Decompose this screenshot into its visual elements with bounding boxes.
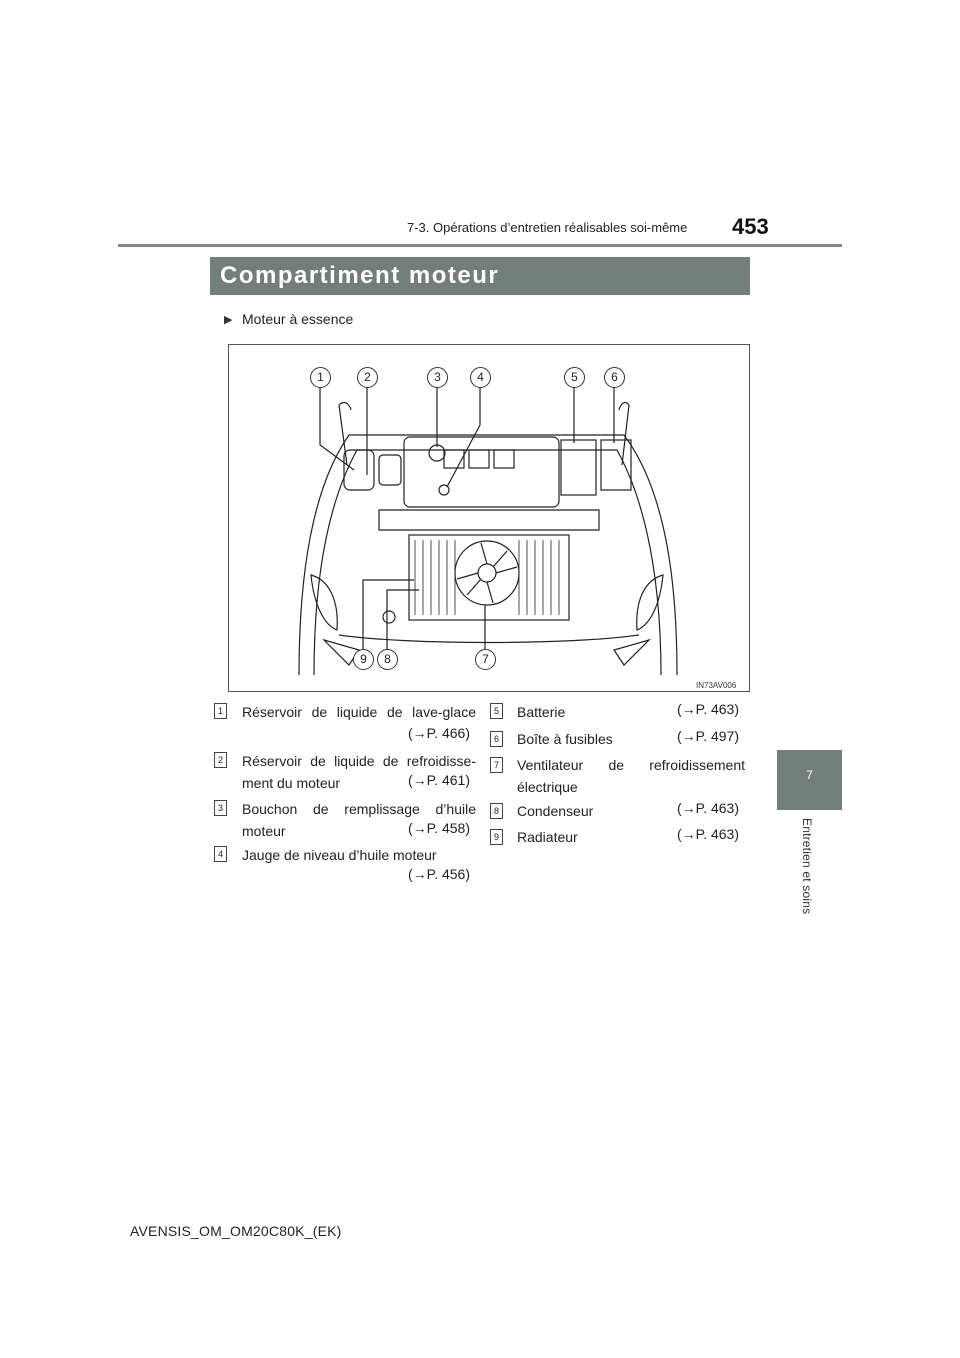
- callout-9: 9: [353, 649, 374, 670]
- legend-badge-3: 3: [214, 800, 227, 816]
- chapter-label: Entretien et soins: [800, 818, 814, 915]
- page-title: Compartiment moteur: [220, 262, 500, 289]
- callout-3: 3: [427, 367, 448, 388]
- legend-item-8: Condenseur: [517, 803, 594, 819]
- legend-item-5: Batterie: [517, 704, 566, 720]
- legend-ref-4: (→P. 456): [408, 866, 470, 882]
- legend-item-3-cont: moteur: [242, 823, 286, 839]
- legend-badge-7: 7: [490, 757, 503, 773]
- legend-item-7: Ventilateur de refroidissement: [517, 757, 745, 773]
- legend-item-6: Boîte à fusibles: [517, 731, 613, 747]
- legend-ref-3: (→P. 458): [408, 820, 470, 836]
- legend-item-2: Réservoir de liquide de refroidisse-: [242, 753, 476, 769]
- triangle-bullet-icon: ▶: [224, 314, 233, 326]
- engine-drawing: [229, 345, 749, 691]
- callout-4: 4: [470, 367, 491, 388]
- legend-badge-1: 1: [214, 703, 227, 719]
- legend-ref-5: (→P. 463): [677, 701, 739, 717]
- legend-badge-2: 2: [214, 752, 227, 768]
- document-code: AVENSIS_OM_OM20C80K_(EK): [130, 1223, 342, 1239]
- engine-illustration: [228, 344, 750, 692]
- legend-item-1: Réservoir de liquide de lave-glace: [242, 704, 476, 720]
- callout-8: 8: [377, 649, 398, 670]
- legend-item-7-cont: électrique: [517, 779, 578, 795]
- legend-item-4: Jauge de niveau d’huile moteur: [242, 847, 437, 863]
- callout-1: 1: [310, 367, 331, 388]
- legend-ref-6: (→P. 497): [677, 728, 739, 744]
- page-number: 453: [732, 214, 769, 239]
- legend-ref-8: (→P. 463): [677, 800, 739, 816]
- header-rule: [118, 244, 842, 247]
- legend-badge-6: 6: [490, 731, 503, 747]
- callout-5: 5: [564, 367, 585, 388]
- legend-badge-5: 5: [490, 703, 503, 719]
- legend-badge-8: 8: [490, 803, 503, 819]
- legend-ref-9: (→P. 463): [677, 826, 739, 842]
- legend-badge-4: 4: [214, 846, 227, 862]
- subtitle: Moteur à essence: [242, 311, 354, 327]
- legend-ref-1: (→P. 466): [408, 725, 470, 741]
- callout-6: 6: [604, 367, 625, 388]
- figure-code: IN73AV006: [696, 681, 737, 690]
- legend-ref-2: (→P. 461): [408, 772, 470, 788]
- callout-7: 7: [475, 649, 496, 670]
- legend-item-9: Radiateur: [517, 829, 578, 845]
- section-heading: 7-3. Opérations d’entretien réalisables soi-même: [407, 220, 688, 235]
- legend-item-2-cont: ment du moteur: [242, 775, 341, 791]
- legend-badge-9: 9: [490, 829, 503, 845]
- callout-2: 2: [357, 367, 378, 388]
- legend-item-3: Bouchon de remplissage d’huile: [242, 801, 476, 817]
- chapter-number: 7: [806, 768, 813, 782]
